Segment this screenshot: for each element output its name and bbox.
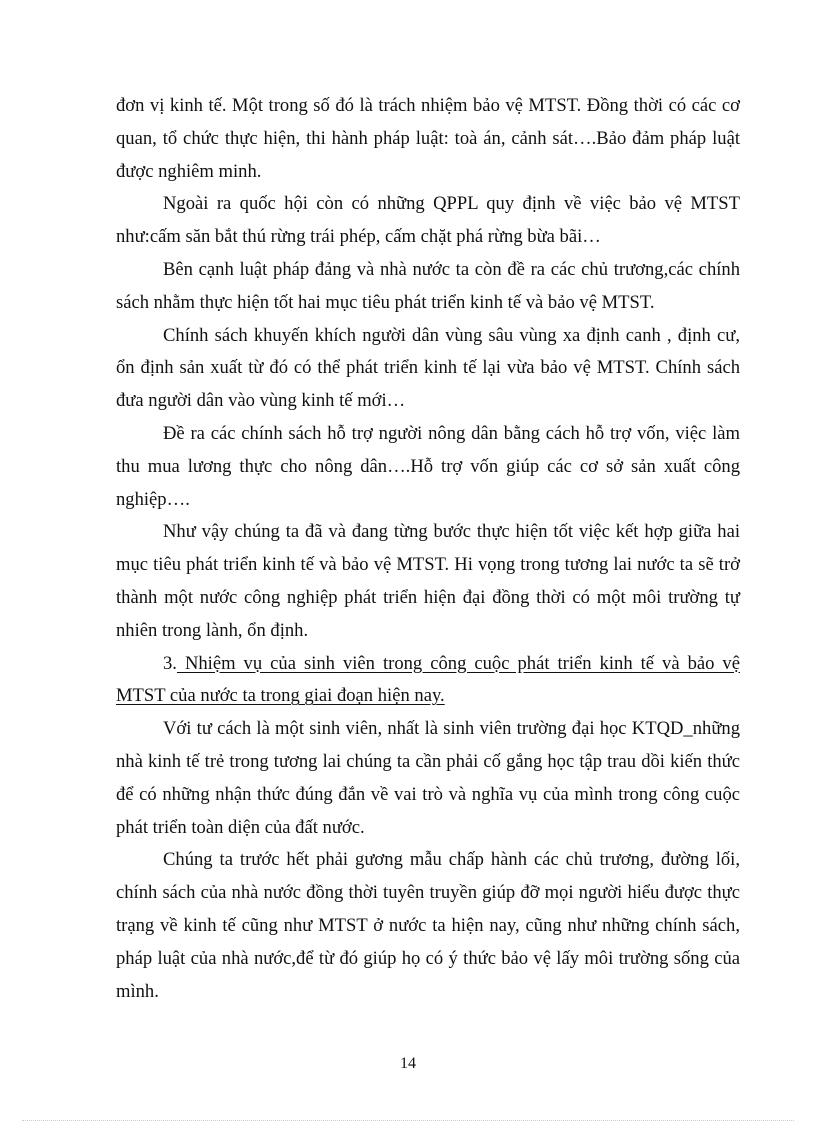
paragraph: Đề ra các chính sách hỗ trợ người nông dân bằng cách hỗ trợ vốn, việc làm thu mua lương thực cho nông dân….Hỗ trợ vốn giúp các cơ sở sản xuất công nghiệp…. <box>116 422 740 510</box>
paragraph: Như vậy chúng ta đã và đang từng bước thực hiện tốt việc kết hợp giữa hai mục tiêu phát triển kinh tế và bảo vệ MTST. Hi vọng trong tương lai nước ta sẽ trở thành một nước công nghiệp phát triển hiện đại đồng thời có một môi trường tự nhiên trong lành, ổn định. <box>116 521 740 641</box>
paragraph-continued: đơn vị kinh tế. Một trong số đó là trách nhiệm bảo vệ MTST. Đồng thời có các cơ quan, tổ chức thực hiện, thi hành pháp luật: toà án, cảnh sát….Bảo đảm pháp luật được nghiêm minh. <box>116 95 740 182</box>
paragraph: Bên cạnh luật pháp đảng và nhà nước ta còn đề ra các chủ trương,các chính sách nhằm thực hiện tốt hai mục tiêu phát triển kinh tế và bảo vệ MTST. <box>116 258 740 313</box>
page-number: 14 <box>400 1055 416 1072</box>
paragraph: Với tư cách là một sinh viên, nhất là sinh viên trường đại học KTQD_những nhà kinh tế trẻ trong tương lai chúng ta cần phải cố gắng học tập trau dồi kiến thức để có những nhận thức đúng đắn về vai trò và nghĩa vụ của mình trong công cuộc phát triển toàn diện của đất nước. <box>116 718 740 838</box>
section-heading <box>116 648 740 714</box>
paragraph: Ngoài ra quốc hội còn có những QPPL quy định về việc bảo vệ MTST như:cấm săn bắt thú rừng trái phép, cấm chặt phá rừng bừa bãi… <box>116 193 740 248</box>
paragraph: Chúng ta trước hết phải gương mẫu chấp hành các chủ trương, đường lối, chính sách của nhà nước đồng thời tuyên truyền giúp đỡ mọi người hiểu được thực trạng về kinh tế cũng như MTST ở nước ta hiện nay, cũng như những chính sách, pháp luật của nhà nước,để từ đó giúp họ có ý thức bảo vệ lấy môi trường sống của mình. <box>116 849 740 1002</box>
page-bottom-divider <box>22 1120 794 1121</box>
section-title: Nhiệm vụ của sinh viên trong công cuộc phát triển kinh tế và bảo vệ MTST của nước ta trong giai đoạn hiện nay. <box>116 652 740 707</box>
paragraph: Chính sách khuyến khích người dân vùng sâu vùng xa định canh , định cư, ổn định sản xuất từ đó có thể phát triển kinh tế lại vừa bảo vệ MTST. Chính sách đưa người dân vào vùng kinh tế mới… <box>116 324 740 412</box>
section-number: 3. <box>163 652 177 674</box>
document-body <box>116 90 740 1008</box>
